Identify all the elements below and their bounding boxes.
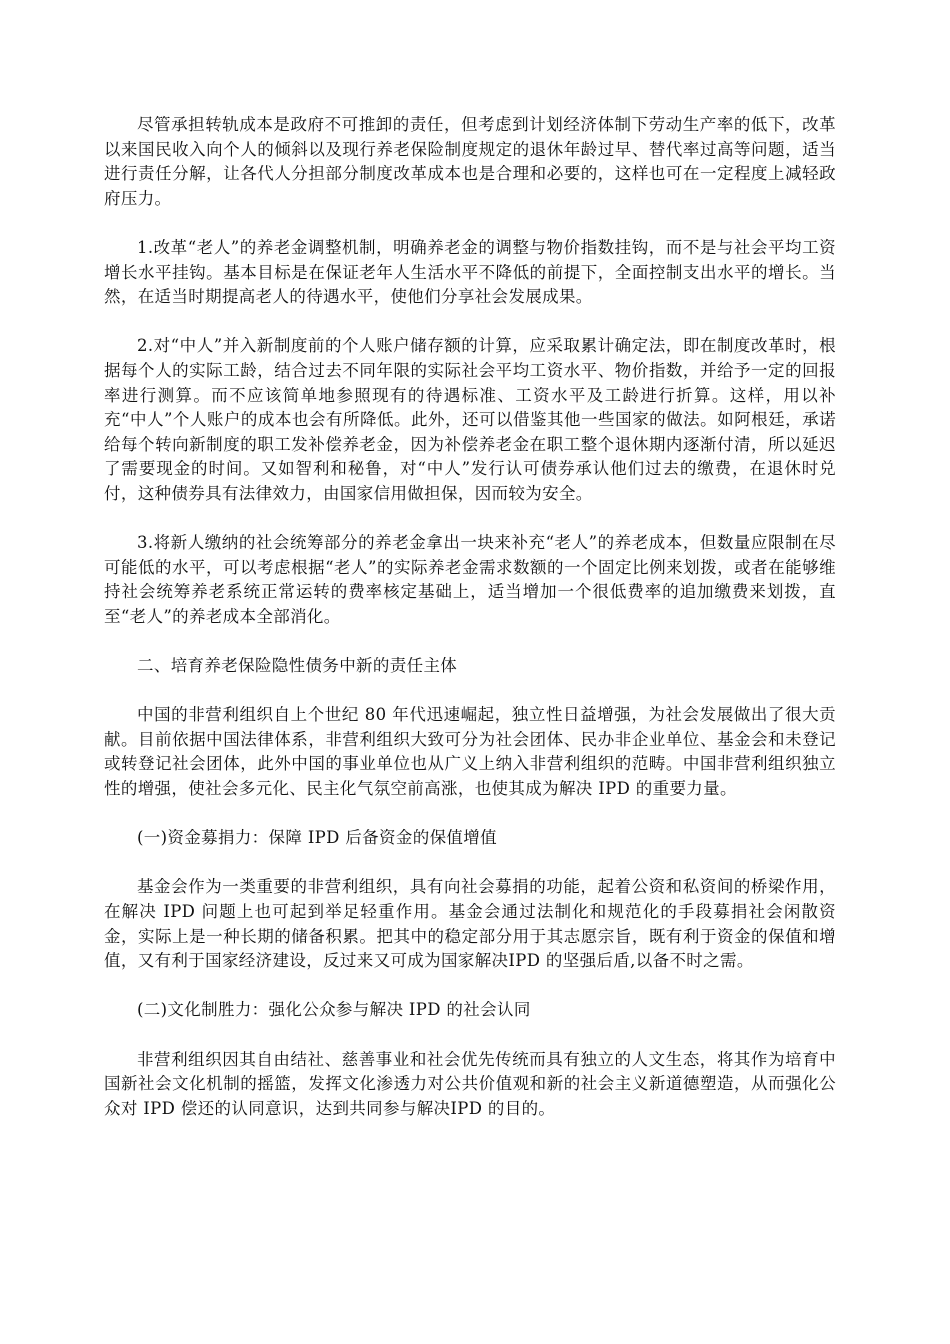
paragraph-item-3-new-people: 3.将新人缴纳的社会统筹部分的养老金拿出一块来补充“老人”的养老成本，但数量应限制在尽可能低的水平，可以考虑根据“老人”的实际养老金需求数额的一个固定比例来划拨，或者在能够维持社会统筹养老系统正常运转的费率核定基础上，适当增加一个很低费率的追加缴费来划拨，直至“老人”的养老成本全部消化。 (104, 533, 836, 626)
paragraph-foundation: 基金会作为一类重要的非营利组织，具有向社会募捐的功能，起着公资和私资间的桥梁作用，在解决 IPD 问题上也可起到举足轻重作用。基金会通过法制化和规范化的手段募捐社会闲散资金，实际上是一种长期的储备积累。把其中的稳定部分用于其志愿宗旨，既有利于资金的保值和增值，又有利于国家经济建设，反过来又可成为国家解决IPD 的坚强后盾,以备不时之需。 (104, 877, 836, 971)
subsection-heading-1: (一)资金募捐力：保障 IPD 后备资金的保值增值 (137, 828, 497, 848)
paragraph-item-2-middle-people: 2.对“中人”并入新制度前的个人账户储存额的计算，应采取累计确定法，即在制度改革时，根据每个人的实际工龄，结合过去不同年限的实际社会平均工资水平、物价指数，并给予一定的回报率进行测算。而不应该简单地参照现有的待遇标准、工资水平及工龄进行折算。这样，用以补充“中人”个人账户的成本也会有所降低。此外，还可以借鉴其他一些国家的做法。如阿根廷，承诺给每个转向新制度的职工发补偿养老金，因为补偿养老金在职工整个退休期内逐渐付清，所以延迟了需要现金的时间。又如智利和秘鲁，对“中人”发行认可债券承认他们过去的缴费，在退休时兑付，这种债券具有法律效力，由国家信用做担保，因而较为安全。 (104, 336, 836, 503)
paragraph-transition-cost: 尽管承担转轨成本是政府不可推卸的责任，但考虑到计划经济体制下劳动生产率的低下，改革以来国民收入向个人的倾斜以及现行养老保险制度规定的退休年龄过早、替代率过高等问题，适当进行责任分解，让各代人分担部分制度改革成本也是合理和必要的，这样也可在一定程度上减轻政府压力。 (104, 115, 836, 208)
paragraph-culture: 非营利组织因其自由结社、慈善事业和社会优先传统而具有独立的人文生态，将其作为培育中国新社会文化机制的摇篮，发挥文化渗透力对公共价值观和新的社会主义新道德塑造，从而强化公众对 IPD 偿还的认同意识，达到共同参与解决IPD 的目的。 (104, 1049, 836, 1118)
paragraph-item-1-old-people: 1.改革“老人”的养老金调整机制，明确养老金的调整与物价指数挂钩，而不是与社会平均工资增长水平挂钩。基本目标是在保证老年人生活水平不降低的前提下，全面控制支出水平的增长。当然，在适当时期提高老人的待遇水平，使他们分享社会发展成果。 (104, 237, 836, 307)
document-body (104, 113, 836, 1121)
section-heading-2: 二、培育养老保险隐性债务中新的责任主体 (137, 656, 458, 676)
paragraph-nonprofit-intro: 中国的非营利组织自上个世纪 80 年代迅速崛起，独立性日益增强，为社会发展做出了很大贡献。目前依据中国法律体系，非营利组织大致可分为社会团体、民办非企业单位、基金会和未登记或转登记社会团体，此外中国的事业单位也从广义上纳入非营利组织的范畴。中国非营利组织独立性的增强，使社会多元化、民主化气氛空前高涨，也使其成为解决 IPD 的重要力量。 (104, 705, 836, 799)
subsection-heading-2: (二)文化制胜力：强化公众参与解决 IPD 的社会认同 (137, 1000, 531, 1020)
